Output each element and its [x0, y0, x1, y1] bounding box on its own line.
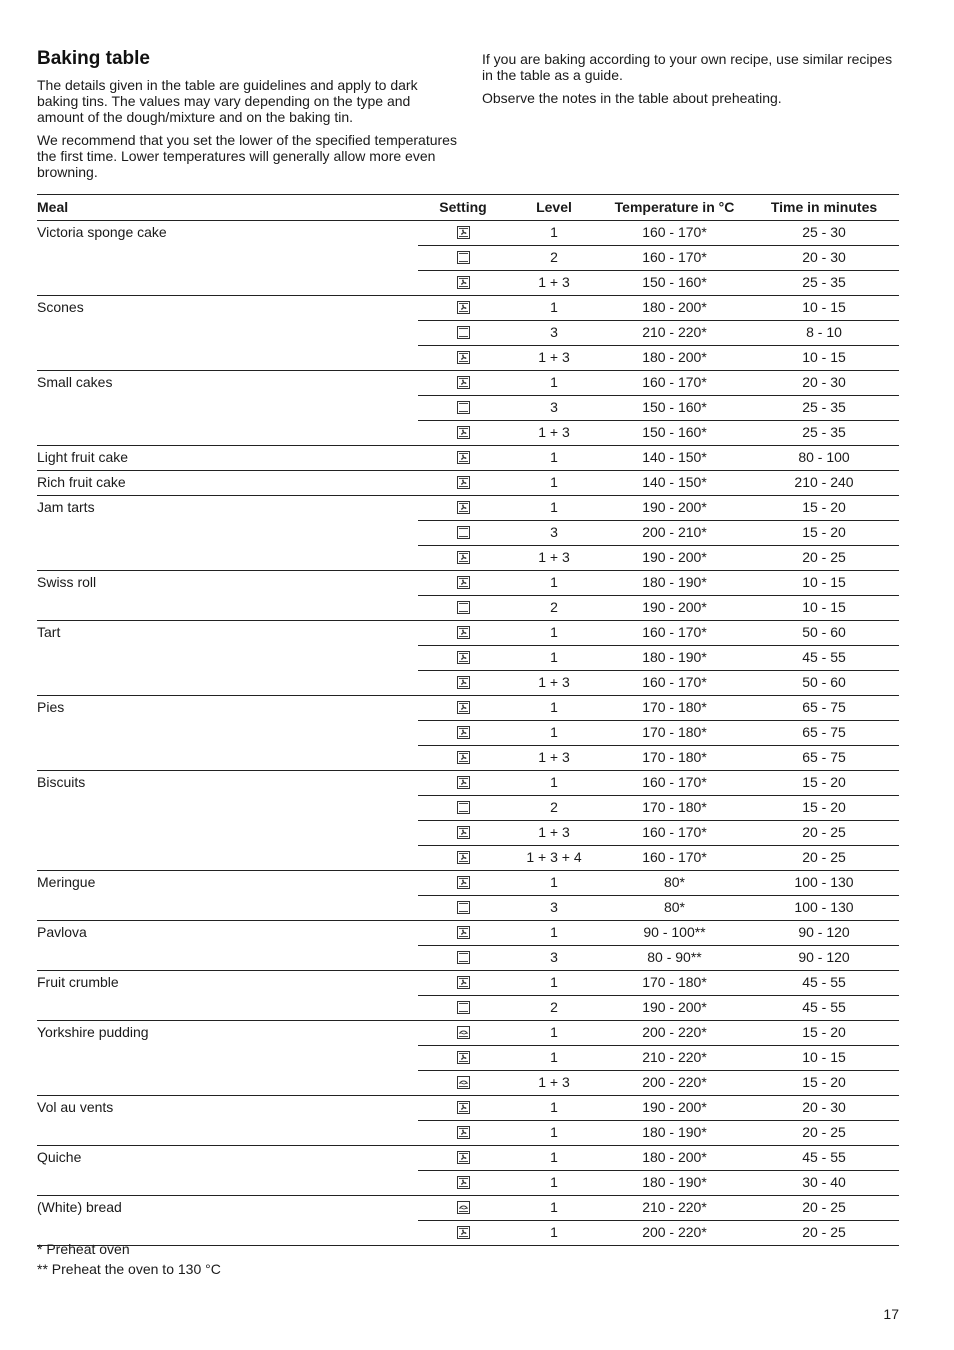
top-bottom-heat-icon	[457, 526, 470, 539]
time-cell: 20 - 30	[749, 1096, 899, 1121]
time-cell: 10 - 15	[749, 1046, 899, 1071]
setting-cell	[418, 621, 508, 646]
table-row	[37, 921, 899, 946]
hot-air-fan-icon	[457, 551, 470, 564]
temperature-cell: 180 - 200*	[600, 296, 749, 321]
time-cell: 100 - 130	[749, 871, 899, 896]
table-row	[37, 471, 899, 496]
meal-name: Victoria sponge cake	[37, 221, 418, 296]
temperature-cell: 150 - 160*	[600, 271, 749, 296]
temperature-cell: 200 - 220*	[600, 1221, 749, 1246]
time-cell: 20 - 25	[749, 1196, 899, 1221]
meal-name: Biscuits	[37, 771, 418, 871]
hot-air-fan-icon	[457, 726, 470, 739]
setting-cell	[418, 471, 508, 496]
hot-air-fan-icon	[457, 701, 470, 714]
meal-name: Pies	[37, 696, 418, 771]
level-cell: 1	[508, 371, 600, 396]
meal-name: Rich fruit cake	[37, 471, 418, 496]
setting-cell	[418, 671, 508, 696]
time-cell: 30 - 40	[749, 1171, 899, 1196]
temperature-cell: 200 - 220*	[600, 1021, 749, 1046]
setting-cell	[418, 646, 508, 671]
pizza-setting-icon	[457, 1026, 470, 1039]
setting-cell	[418, 1121, 508, 1146]
time-cell: 15 - 20	[749, 496, 899, 521]
setting-cell	[418, 271, 508, 296]
temperature-cell: 80*	[600, 896, 749, 921]
time-cell: 90 - 120	[749, 921, 899, 946]
hot-air-fan-icon	[457, 426, 470, 439]
hot-air-fan-icon	[457, 276, 470, 289]
meal-name: Quiche	[37, 1146, 418, 1196]
temperature-cell: 160 - 170*	[600, 771, 749, 796]
time-cell: 25 - 35	[749, 396, 899, 421]
level-cell: 1	[508, 1121, 600, 1146]
level-cell: 3	[508, 521, 600, 546]
header-meal: Meal	[37, 195, 418, 221]
hot-air-fan-icon	[457, 976, 470, 989]
level-cell: 3	[508, 946, 600, 971]
level-cell: 2	[508, 996, 600, 1021]
setting-cell	[418, 796, 508, 821]
setting-cell	[418, 1046, 508, 1071]
setting-cell	[418, 721, 508, 746]
meal-name: Scones	[37, 296, 418, 371]
temperature-cell: 200 - 210*	[600, 521, 749, 546]
table-row	[37, 371, 899, 396]
time-cell: 90 - 120	[749, 946, 899, 971]
baking-table	[37, 194, 899, 1246]
top-bottom-heat-icon	[457, 251, 470, 264]
time-cell: 10 - 15	[749, 596, 899, 621]
level-cell: 3	[508, 896, 600, 921]
time-cell: 20 - 25	[749, 846, 899, 871]
setting-cell	[418, 296, 508, 321]
level-cell: 1	[508, 1146, 600, 1171]
time-cell: 20 - 25	[749, 821, 899, 846]
level-cell: 1	[508, 1021, 600, 1046]
level-cell: 1	[508, 921, 600, 946]
hot-air-fan-icon	[457, 676, 470, 689]
level-cell: 1	[508, 771, 600, 796]
time-cell: 210 - 240	[749, 471, 899, 496]
time-cell: 45 - 55	[749, 971, 899, 996]
hot-air-fan-icon	[457, 926, 470, 939]
setting-cell	[418, 996, 508, 1021]
top-bottom-heat-icon	[457, 901, 470, 914]
time-cell: 15 - 20	[749, 796, 899, 821]
page-number: 17	[883, 1306, 899, 1322]
hot-air-fan-icon	[457, 1151, 470, 1164]
meal-name: Swiss roll	[37, 571, 418, 621]
table-row	[37, 1096, 899, 1121]
setting-cell	[418, 496, 508, 521]
meal-name: Fruit crumble	[37, 971, 418, 1021]
intro-paragraph: The details given in the table are guidelines and apply to dark baking tins. The values may vary depending on the type and amount of the dough/mixture and on the baking tin.	[37, 77, 418, 125]
temperature-cell: 190 - 200*	[600, 596, 749, 621]
time-cell: 25 - 30	[749, 221, 899, 246]
setting-cell	[418, 446, 508, 471]
level-cell: 1 + 3	[508, 821, 600, 846]
level-cell: 1 + 3	[508, 421, 600, 446]
level-cell: 3	[508, 321, 600, 346]
temperature-cell: 160 - 170*	[600, 821, 749, 846]
table-row	[37, 971, 899, 996]
intro-paragraph: Observe the notes in the table about preheating.	[482, 90, 782, 106]
level-cell: 1	[508, 471, 600, 496]
time-cell: 50 - 60	[749, 671, 899, 696]
top-bottom-heat-icon	[457, 801, 470, 814]
setting-cell	[418, 696, 508, 721]
time-cell: 20 - 30	[749, 246, 899, 271]
table-row	[37, 1196, 899, 1221]
hot-air-fan-icon	[457, 776, 470, 789]
temperature-cell: 80*	[600, 871, 749, 896]
table-row	[37, 571, 899, 596]
level-cell: 1	[508, 296, 600, 321]
level-cell: 1	[508, 1221, 600, 1246]
footnotes	[37, 1241, 221, 1281]
table-row	[37, 621, 899, 646]
level-cell: 1	[508, 1171, 600, 1196]
time-cell: 50 - 60	[749, 621, 899, 646]
temperature-cell: 180 - 190*	[600, 1171, 749, 1196]
time-cell: 10 - 15	[749, 571, 899, 596]
hot-air-fan-icon	[457, 851, 470, 864]
temperature-cell: 160 - 170*	[600, 671, 749, 696]
level-cell: 1	[508, 721, 600, 746]
setting-cell	[418, 821, 508, 846]
temperature-cell: 160 - 170*	[600, 846, 749, 871]
level-cell: 2	[508, 596, 600, 621]
table-row	[37, 296, 899, 321]
time-cell: 100 - 130	[749, 896, 899, 921]
time-cell: 65 - 75	[749, 746, 899, 771]
level-cell: 1	[508, 446, 600, 471]
meal-name: (White) bread	[37, 1196, 418, 1246]
time-cell: 80 - 100	[749, 446, 899, 471]
setting-cell	[418, 771, 508, 796]
meal-name: Vol au vents	[37, 1096, 418, 1146]
temperature-cell: 140 - 150*	[600, 446, 749, 471]
header-time: Time in minutes	[749, 195, 899, 221]
intro-left-column	[37, 77, 457, 187]
hot-air-fan-icon	[457, 1051, 470, 1064]
table-row	[37, 771, 899, 796]
time-cell: 10 - 15	[749, 296, 899, 321]
table-row	[37, 446, 899, 471]
table-body	[37, 221, 899, 1246]
time-cell: 20 - 25	[749, 1221, 899, 1246]
hot-air-fan-icon	[457, 351, 470, 364]
table-row	[37, 221, 899, 246]
meal-name: Light fruit cake	[37, 446, 418, 471]
setting-cell	[418, 246, 508, 271]
table-row	[37, 1021, 899, 1046]
temperature-cell: 160 - 170*	[600, 246, 749, 271]
header-level: Level	[508, 195, 600, 221]
time-cell: 25 - 35	[749, 271, 899, 296]
setting-cell	[418, 221, 508, 246]
footnote: * Preheat oven	[37, 1241, 130, 1257]
level-cell: 1	[508, 221, 600, 246]
table-row	[37, 496, 899, 521]
setting-cell	[418, 1096, 508, 1121]
hot-air-fan-icon	[457, 1101, 470, 1114]
temperature-cell: 170 - 180*	[600, 721, 749, 746]
level-cell: 1	[508, 971, 600, 996]
setting-cell	[418, 546, 508, 571]
time-cell: 20 - 30	[749, 371, 899, 396]
intro-right-column	[482, 51, 902, 113]
hot-air-fan-icon	[457, 1176, 470, 1189]
setting-cell	[418, 896, 508, 921]
hot-air-fan-icon	[457, 226, 470, 239]
temperature-cell: 160 - 170*	[600, 371, 749, 396]
level-cell: 1	[508, 1096, 600, 1121]
time-cell: 15 - 20	[749, 1071, 899, 1096]
setting-cell	[418, 921, 508, 946]
setting-cell	[418, 971, 508, 996]
level-cell: 1 + 3	[508, 1071, 600, 1096]
time-cell: 15 - 20	[749, 1021, 899, 1046]
setting-cell	[418, 1221, 508, 1246]
temperature-cell: 180 - 200*	[600, 346, 749, 371]
hot-air-fan-icon	[457, 476, 470, 489]
time-cell: 8 - 10	[749, 321, 899, 346]
temperature-cell: 180 - 190*	[600, 646, 749, 671]
time-cell: 65 - 75	[749, 696, 899, 721]
hot-air-fan-icon	[457, 1226, 470, 1239]
hot-air-fan-icon	[457, 651, 470, 664]
setting-cell	[418, 1146, 508, 1171]
hot-air-fan-icon	[457, 826, 470, 839]
meal-name: Meringue	[37, 871, 418, 921]
level-cell: 1	[508, 1046, 600, 1071]
meal-name: Tart	[37, 621, 418, 696]
table-row	[37, 871, 899, 896]
time-cell: 20 - 25	[749, 1121, 899, 1146]
time-cell: 10 - 15	[749, 346, 899, 371]
hot-air-fan-icon	[457, 451, 470, 464]
setting-cell	[418, 1071, 508, 1096]
table-header-row	[37, 195, 899, 221]
level-cell: 1 + 3	[508, 746, 600, 771]
setting-cell	[418, 371, 508, 396]
time-cell: 45 - 55	[749, 996, 899, 1021]
hot-air-fan-icon	[457, 626, 470, 639]
level-cell: 1	[508, 571, 600, 596]
temperature-cell: 200 - 220*	[600, 1071, 749, 1096]
hot-air-fan-icon	[457, 576, 470, 589]
setting-cell	[418, 396, 508, 421]
hot-air-fan-icon	[457, 1126, 470, 1139]
pizza-setting-icon	[457, 1201, 470, 1214]
temperature-cell: 190 - 200*	[600, 546, 749, 571]
meal-name: Pavlova	[37, 921, 418, 971]
time-cell: 25 - 35	[749, 421, 899, 446]
setting-cell	[418, 521, 508, 546]
temperature-cell: 210 - 220*	[600, 1196, 749, 1221]
level-cell: 1	[508, 871, 600, 896]
setting-cell	[418, 871, 508, 896]
setting-cell	[418, 746, 508, 771]
temperature-cell: 170 - 180*	[600, 746, 749, 771]
temperature-cell: 180 - 190*	[600, 1121, 749, 1146]
temperature-cell: 180 - 190*	[600, 571, 749, 596]
hot-air-fan-icon	[457, 376, 470, 389]
hot-air-fan-icon	[457, 501, 470, 514]
temperature-cell: 190 - 200*	[600, 496, 749, 521]
footnote: ** Preheat the oven to 130 °C	[37, 1261, 221, 1277]
level-cell: 1 + 3	[508, 546, 600, 571]
hot-air-fan-icon	[457, 301, 470, 314]
temperature-cell: 190 - 200*	[600, 1096, 749, 1121]
top-bottom-heat-icon	[457, 601, 470, 614]
time-cell: 45 - 55	[749, 1146, 899, 1171]
temperature-cell: 160 - 170*	[600, 221, 749, 246]
header-setting: Setting	[418, 195, 508, 221]
time-cell: 20 - 25	[749, 546, 899, 571]
level-cell: 1 + 3	[508, 671, 600, 696]
intro-paragraph: We recommend that you set the lower of the specified temperatures the first time. Lower temperatures will generally allow more even browning.	[37, 132, 457, 180]
setting-cell	[418, 1021, 508, 1046]
header-temperature: Temperature in °C	[600, 195, 749, 221]
setting-cell	[418, 1171, 508, 1196]
hot-air-fan-icon	[457, 751, 470, 764]
level-cell: 1 + 3 + 4	[508, 846, 600, 871]
pizza-setting-icon	[457, 1076, 470, 1089]
setting-cell	[418, 1196, 508, 1221]
meal-name: Small cakes	[37, 371, 418, 446]
temperature-cell: 170 - 180*	[600, 696, 749, 721]
top-bottom-heat-icon	[457, 401, 470, 414]
setting-cell	[418, 346, 508, 371]
level-cell: 1	[508, 621, 600, 646]
temperature-cell: 160 - 170*	[600, 621, 749, 646]
meal-name: Yorkshire pudding	[37, 1021, 418, 1096]
setting-cell	[418, 846, 508, 871]
meal-name: Jam tarts	[37, 496, 418, 571]
temperature-cell: 170 - 180*	[600, 971, 749, 996]
level-cell: 1	[508, 696, 600, 721]
temperature-cell: 210 - 220*	[600, 1046, 749, 1071]
intro-paragraph: If you are baking according to your own recipe, use similar recipes in the table as a guide.	[482, 51, 893, 83]
level-cell: 1 + 3	[508, 346, 600, 371]
level-cell: 1	[508, 496, 600, 521]
time-cell: 45 - 55	[749, 646, 899, 671]
level-cell: 1	[508, 646, 600, 671]
top-bottom-heat-icon	[457, 951, 470, 964]
table-row	[37, 696, 899, 721]
temperature-cell: 80 - 90**	[600, 946, 749, 971]
level-cell: 3	[508, 396, 600, 421]
setting-cell	[418, 321, 508, 346]
page-title: Baking table	[37, 48, 150, 69]
setting-cell	[418, 596, 508, 621]
level-cell: 1 + 3	[508, 271, 600, 296]
temperature-cell: 140 - 150*	[600, 471, 749, 496]
table-row	[37, 1146, 899, 1171]
level-cell: 1	[508, 1196, 600, 1221]
temperature-cell: 210 - 220*	[600, 321, 749, 346]
temperature-cell: 190 - 200*	[600, 996, 749, 1021]
top-bottom-heat-icon	[457, 326, 470, 339]
level-cell: 2	[508, 246, 600, 271]
temperature-cell: 90 - 100**	[600, 921, 749, 946]
temperature-cell: 180 - 200*	[600, 1146, 749, 1171]
temperature-cell: 150 - 160*	[600, 396, 749, 421]
level-cell: 2	[508, 796, 600, 821]
top-bottom-heat-icon	[457, 1001, 470, 1014]
time-cell: 15 - 20	[749, 771, 899, 796]
setting-cell	[418, 421, 508, 446]
time-cell: 65 - 75	[749, 721, 899, 746]
hot-air-fan-icon	[457, 876, 470, 889]
temperature-cell: 170 - 180*	[600, 796, 749, 821]
setting-cell	[418, 946, 508, 971]
setting-cell	[418, 571, 508, 596]
temperature-cell: 150 - 160*	[600, 421, 749, 446]
time-cell: 15 - 20	[749, 521, 899, 546]
